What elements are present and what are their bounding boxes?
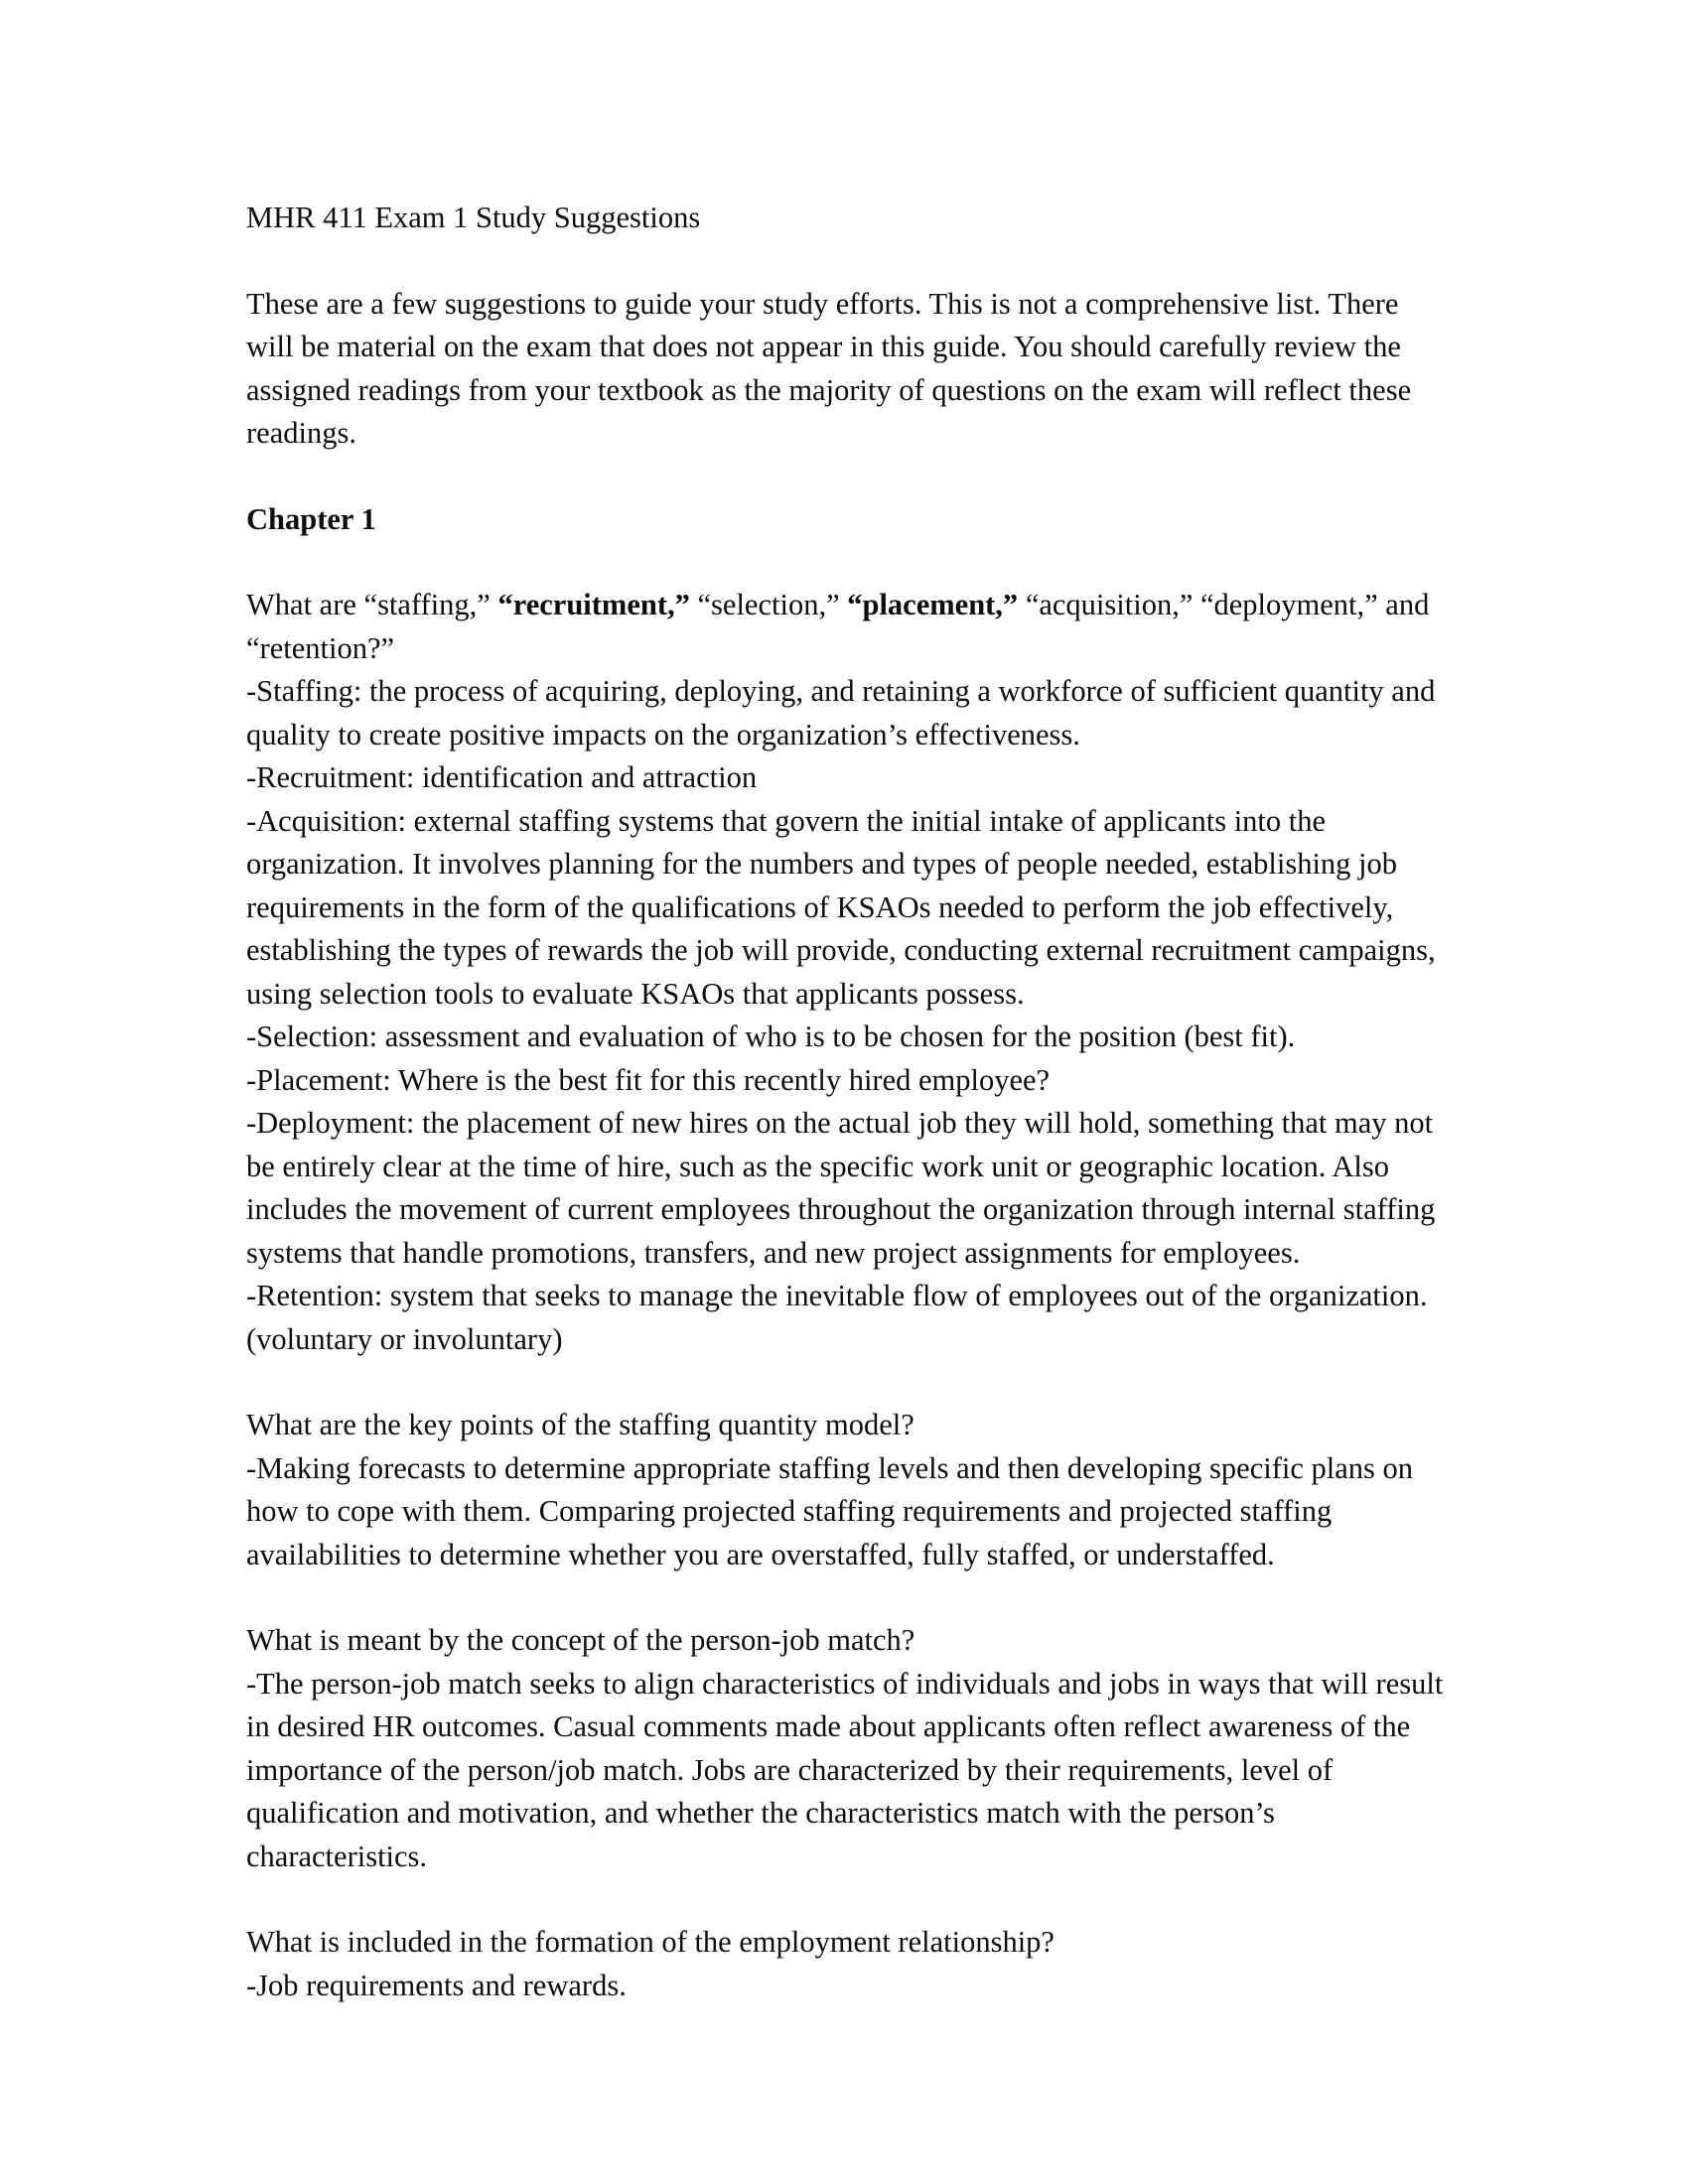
answer-staffing-quantity: -Making forecasts to determine appropriate staffing levels and then developing specific plans on how to cope with them. Comparing projected staffing requirements and projected staffing availabilities to determine whether you are overstaffed, fully staffed, or understaffed. bbox=[246, 1450, 1421, 1571]
section-staffing-quantity-model bbox=[246, 1404, 1448, 1576]
question-part-1: What are “staffing,” bbox=[246, 588, 498, 621]
question-part-3: “selection,” bbox=[689, 588, 848, 621]
answer-employment-relationship: -Job requirements and rewards. bbox=[246, 1968, 627, 2002]
section-person-job-match bbox=[246, 1619, 1451, 1878]
answer-staffing: -Staffing: the process of acquiring, deploying, and retaining a workforce of sufficient quantity and quality to create positive impacts on the organization’s effectiveness. bbox=[246, 674, 1443, 751]
document-body bbox=[246, 197, 1451, 2007]
question-part-2: “recruitment,” bbox=[497, 588, 690, 621]
answer-placement: -Placement: Where is the best fit for this recently hired employee? bbox=[246, 1062, 1051, 1097]
answer-acquisition: -Acquisition: external staffing systems that govern the initial intake of applicants into the organization. It involves planning for the numbers and types of people needed, establishing job requirements in the form of the qualifications of KSAOs needed to perform the job effectively, establishing the types of rewards the job will provide, conducting external recruitment campaigns, using selection tools to evaluate KSAOs that applicants possess. bbox=[246, 803, 1444, 1011]
intro-paragraph: These are a few suggestions to guide your study efforts. This is not a comprehensive list. There will be material on the exam that does not appear in this guide. You should carefully review the assigned readings from your textbook as the majority of questions on the exam will reflect these readings. bbox=[246, 286, 1412, 450]
section-employment-relationship bbox=[246, 1921, 1448, 2007]
question-part-5: “acquisition,” “deployment,” and “retention?” bbox=[246, 588, 1437, 665]
question-line: What is included in the formation of the employment relationship? bbox=[246, 1925, 1055, 1959]
answer-person-job-match: -The person-job match seeks to align characteristics of individuals and jobs in ways that will result in desired HR outcomes. Casual comments made about applicants often reflect awareness of the importance of the person/job match. Jobs are characterized by their requirements, level of qualification and motivation, and whether the characteristics match with the person’s characteristics. bbox=[246, 1666, 1451, 1873]
question-line: What is meant by the concept of the person-job match? bbox=[246, 1623, 915, 1657]
section-staffing-terms bbox=[246, 584, 1448, 1361]
question-line bbox=[246, 584, 1448, 670]
answer-retention: -Retention: system that seeks to manage the inevitable flow of employees out of the organization. (voluntary or involuntary) bbox=[246, 1279, 1436, 1356]
answer-recruitment: -Recruitment: identification and attraction bbox=[246, 760, 758, 794]
answer-deployment: -Deployment: the placement of new hires on the actual job they will hold, something that may not be entirely clear at the time of hire, such as the specific work unit or geographic location. Also includes the movement of current employees throughout the organization through internal staffing systems that handle promotions, transfers, and new project assignments for employees. bbox=[246, 1106, 1444, 1270]
question-line: What are the key points of the staffing quantity model? bbox=[246, 1408, 914, 1441]
chapter-heading: Chapter 1 bbox=[246, 501, 376, 536]
question-part-4: “placement,” bbox=[847, 588, 1019, 621]
answer-selection: -Selection: assessment and evaluation of who is to be chosen for the position (best fit). bbox=[246, 1020, 1296, 1053]
page-title: MHR 411 Exam 1 Study Suggestions bbox=[246, 201, 701, 234]
